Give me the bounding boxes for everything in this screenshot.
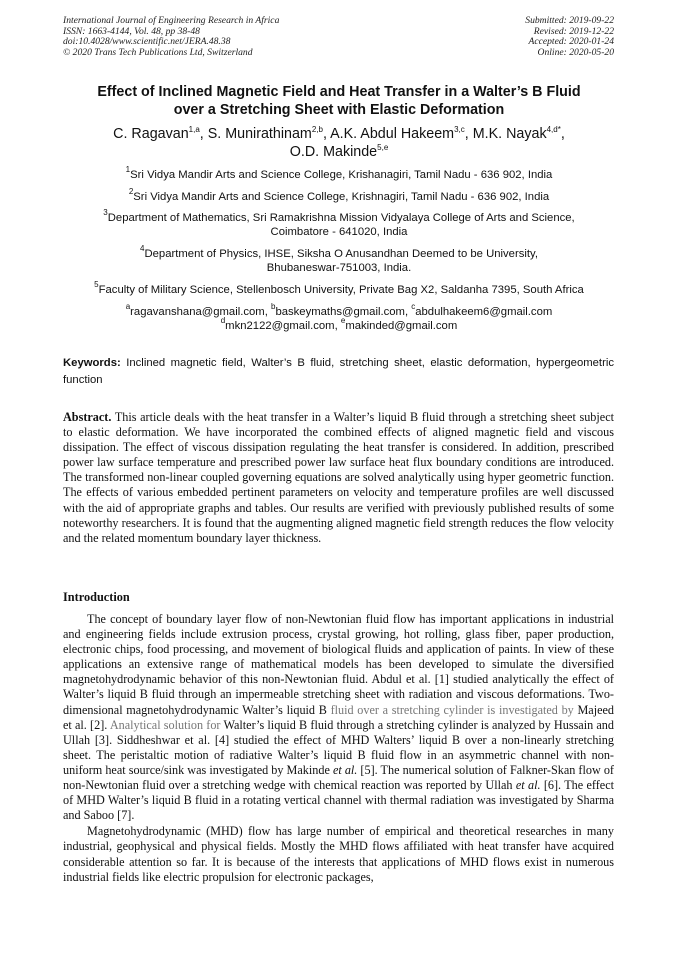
affiliation-text: Department of Physics, IHSE, Siksha O Anusandhan Deemed to be University,: [144, 248, 538, 260]
email-sup: c: [411, 302, 416, 311]
abstract-label: Abstract.: [63, 410, 112, 424]
affiliation-text: Coimbatore - 641020, India: [270, 226, 408, 239]
email-link[interactable]: mkn2122@gmail.com,: [225, 320, 341, 333]
journal-copyright: © 2020 Trans Tech Publications Ltd, Switzerland: [63, 46, 253, 58]
paragraph-text: fluid over a stretching cylinder: [330, 702, 484, 717]
author-name: C. Ragavan: [113, 126, 189, 142]
affiliation-sup: 2: [128, 187, 134, 196]
affiliation-text: Sri Vidya Mandir Arts and Science College, Krishnagiri, Tamil Nadu - 636 902, India: [133, 191, 550, 203]
introduction-body: [63, 612, 614, 885]
paragraph-text: Walter’s liquid B fluid through a stretching cylinder is analyzed by Hussain and Ullah [3]. Siddheshwar et al. [4] studied the effect of MHD Walters’ liquid B over a non-linearly stretching sheet. The peristaltic motion of radiative Walter’s liquid B fluid flow in an asymmetric channel with non-uniform heat source/sink was investigated by Makinde: [63, 717, 614, 777]
author-sup: 2,b: [311, 125, 323, 134]
keywords: [63, 355, 614, 389]
journal-doi[interactable]: doi:10.4028/www.scientific.net/JERA.48.38: [63, 36, 231, 48]
abstract: [63, 410, 614, 546]
abstract-text: This article deals with the heat transfer in a Walter’s liquid B fluid through a stretching sheet subject to elastic deformation. We have incorporated the combined effects of aligned magnetic field and viscous dissipation. The effect of viscous dissipation regulating the heat transfer is considered. In addition, prescribed power law surface temperature and prescribed power law surface heat flux boundary conditions are introduced. The transformed non-linear coupled governing equations are solved analytically using hyper geometric function. The effects of various embedded pertinent parameters on velocity and temperature profiles are well discussed with the aid of appropriate graphs and tables. Our results are verified with previously published results of some noteworthy researchers. It is found that the augmenting aligned magnetic field strength reduces the flow velocity and the related momentum boundary layer thickness.: [63, 410, 614, 545]
date-revised: Revised: 2019-12-22: [533, 25, 614, 37]
author-name: A.K. Abdul Hakeem: [330, 126, 455, 142]
author-sep: ,: [322, 126, 331, 142]
affiliation-1: [40, 165, 638, 182]
title-line-2: over a Stretching Sheet with Elastic Deformation: [173, 102, 505, 118]
email-sup: e: [340, 316, 346, 326]
affiliation-sup: 4: [140, 244, 145, 253]
email-link[interactable]: baskeymaths@gmail.com,: [275, 306, 412, 318]
paper-title: [40, 83, 638, 119]
introduction-paragraph-1: [63, 612, 614, 823]
date-online: Online: 2020-05-20: [537, 46, 614, 58]
author-name: M.K. Nayak: [472, 126, 547, 142]
author-sep: ,: [199, 126, 208, 142]
affiliation-text: Department of Mathematics, Sri Ramakrishna Mission Vidyalaya College of Arts and Science,: [107, 212, 575, 224]
paragraph-text: [5]. The numerical solution of Falkner-Skan flow of non-Newtonian fluid over a stretching wedge with chemical reaction was reported by Ullah: [63, 762, 614, 793]
paragraph-text: is investigated: [483, 702, 562, 717]
date-accepted: Accepted: 2020-01-24: [528, 36, 614, 48]
author-sup: 5,e: [377, 143, 389, 152]
paragraph-text: [6]. The effect of MHD Walter’s liquid B fluid in a rotating vertical channel with thermal radiation was investigated by Sharma and Saboo [7].: [63, 778, 615, 823]
email-link[interactable]: ragavanshana@gmail.com,: [130, 306, 271, 318]
affiliation-5: [40, 280, 638, 297]
journal-header-right: [525, 16, 614, 58]
author-sep: ,: [560, 126, 565, 142]
author-name: O.D. Makinde: [289, 144, 378, 160]
journal-name: International Journal of Engineering Research in Africa: [63, 15, 280, 26]
author-sup: 1,a: [188, 125, 200, 134]
paragraph-text: Analytical solution for: [109, 717, 221, 732]
introduction-paragraph-2: Magnetohydrodynamic (MHD) flow has large number of empirical and theoretical researches in many industrial, geophysical and physical fields. Mostly the MHD flows affiliated with heat transfer have acquired considerable attention so far. It is because of the interests that applications of MHD flows exist in numerous industrial fields like electric propulsion for electronic packages,: [63, 824, 614, 884]
affiliation-4: [40, 244, 638, 276]
affiliation-sup: 1: [125, 165, 131, 174]
author-sup: 3,c: [454, 125, 465, 134]
keywords-text: Inclined magnetic field, Walter’s B fluid, stretching sheet, elastic deformation, hypergeometric function: [63, 357, 614, 386]
journal-issn: ISSN: 1663-4144, Vol. 48, pp 38-48: [63, 25, 200, 37]
email-link[interactable]: abdulhakeem6@gmail.com: [415, 306, 553, 318]
affiliation-2: [40, 187, 638, 204]
email-sup: a: [125, 302, 131, 311]
email-sup: d: [220, 316, 226, 326]
author-sup: 4,d*: [546, 125, 561, 134]
paragraph-text: The concept of boundary layer flow of non-Newtonian fluid flow has important applications in industrial and engineering fields include extrusion process, crystal growing, hot rolling, glass fiber, paper production, electronic chips, food processing, and movement of biological fluids and application of paints. In view of these applications an extensive range of mathematical models has been developed to simulate the diversified magnetohydrodynamic behavior of this non-Newtonian fluid. Abdul et al. [1] studied analytically the effect of Walter’s liquid B fluid through an impermeable stretching sheet with radiation and viscous deformations. Two-dimensional magnetohydrodynamic Walter’s liquid B: [63, 612, 614, 717]
author-list: [30, 125, 648, 161]
paragraph-text: et al.: [515, 778, 541, 793]
paragraph-text: Majeed et al. [2].: [63, 702, 615, 732]
journal-header-left: [63, 16, 279, 58]
author-sep: ,: [464, 126, 473, 142]
affiliation-3: [40, 208, 638, 240]
affiliation-sup: 5: [94, 280, 99, 289]
section-heading-introduction: Introduction: [63, 590, 130, 604]
email-list: [40, 302, 638, 334]
email-sup: b: [270, 302, 276, 311]
affiliation-text: Faculty of Military Science, Stellenbosch University, Private Bag X2, Saldanha 7395, South Africa: [98, 284, 584, 296]
affiliation-text: Bhubaneswar-751003, India.: [266, 262, 412, 275]
affiliation-text: Sri Vidya Mandir Arts and Science College, Krishanagiri, Tamil Nadu - 636 902, India: [130, 169, 553, 181]
affiliation-sup: 3: [103, 208, 108, 217]
paragraph-text: by: [561, 702, 574, 717]
date-submitted: Submitted: 2019-09-22: [525, 15, 614, 26]
keywords-label: Keywords:: [63, 357, 121, 369]
title-line-1: Effect of Inclined Magnetic Field and Heat Transfer in a Walter’s B Fluid: [97, 84, 581, 100]
email-link[interactable]: makinded@gmail.com: [345, 320, 458, 333]
paragraph-text: et al.: [332, 762, 358, 777]
author-name: S. Munirathinam: [207, 126, 312, 142]
